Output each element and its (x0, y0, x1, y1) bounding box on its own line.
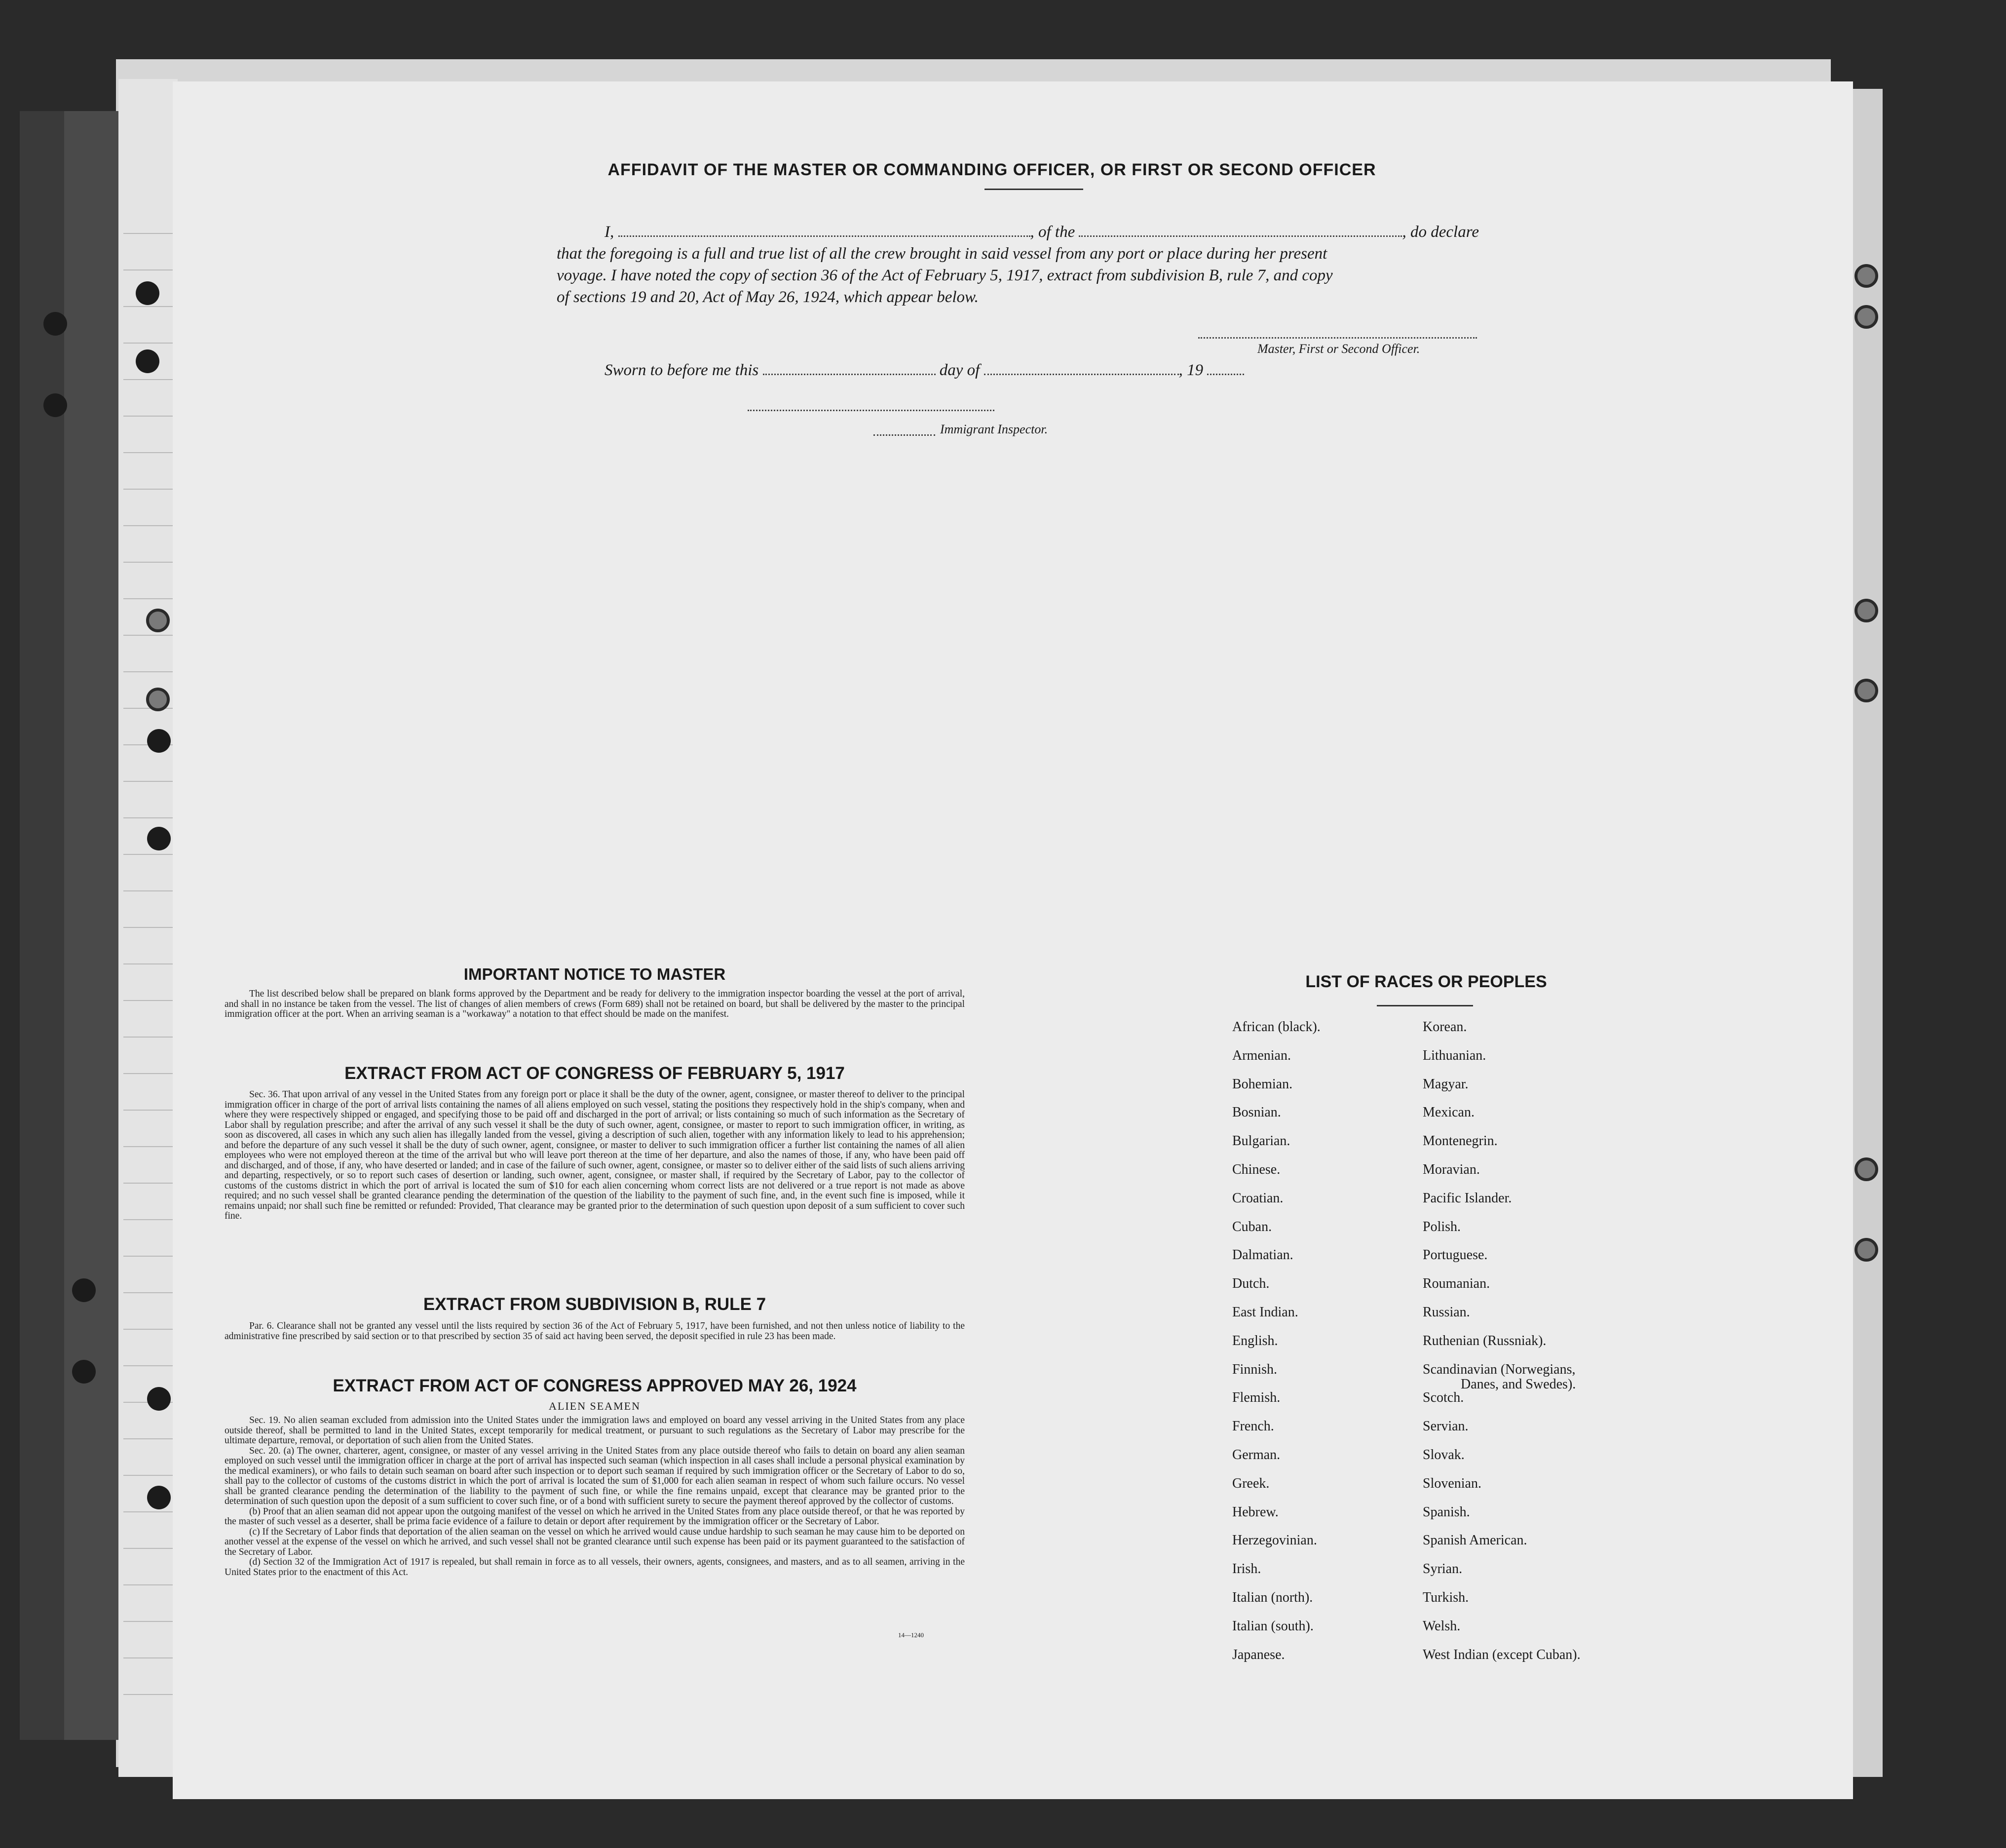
race-item: Bohemian. (1232, 1076, 1293, 1092)
race-item: Welsh. (1423, 1618, 1461, 1634)
race-item: Portuguese. (1423, 1247, 1488, 1263)
race-item: Mexican. (1423, 1105, 1475, 1120)
inspector-caption: Immigrant Inspector. (940, 422, 1048, 436)
race-item: Scandinavian (Norwegians, (1423, 1361, 1576, 1377)
sec-20b-paragraph: (b) Proof that an alien seaman did not appear upon the outgoing manifest of the vessel on which he arrived in the United States from any place outside thereof, or that he was reported by the master of such vessel as a deserter, shall be prima facie evidence of a failure to detain or deport after requirement by the immigration officer or the Secretary of Labor. (225, 1506, 965, 1527)
punch-hole-icon (147, 1387, 171, 1411)
race-item: Polish. (1423, 1219, 1461, 1234)
race-item: Lithuanian. (1423, 1047, 1486, 1063)
sec-20a-paragraph: Sec. 20. (a) The owner, charterer, agent, consignee, or master of any vessel arriving in the United States from any place outside thereof who fails to detain on board any alien seaman employed on such vessel until the immigration officer in charge at the port of arrival has inspected such seaman (which inspection in all cases shall include a personal physical examination by the medical examiners), or who fails to detain such seaman on board after such inspection or to deport such seaman if required by such immigration officer or the Secretary of Labor to do so, shall pay to the collector of customs of the customs district in which the port of arrival is located the sum of $1,000 for each alien seaman in respect of whom such failure occurs. No vessel shall be granted clearance pending the determination of the liability to the payment of such fine, or while the fine remains unpaid, except that clearance may be granted prior to the determination of such question upon the deposit of a sum sufficient to cover such fine, or of a bond with sufficient surety to secure the payment thereof approved by the collector of customs. (225, 1445, 965, 1506)
notice-body (225, 989, 965, 1020)
punch-hole-icon (147, 729, 171, 753)
punch-hole-icon (136, 281, 159, 305)
binder-strip (20, 111, 64, 1740)
sec-20c-paragraph: (c) If the Secretary of Labor finds that deportation of the alien seaman on the vessel on which he arrived would cause undue hardship to such seaman he may cause him to be deported on another vessel at the expense of the vessel on which he arrived, and such vessel shall not be granted clearance until such expense has been paid or its payment guaranteed to the satisfaction of the Secretary of Labor. (225, 1526, 965, 1557)
affidavit-line-4: of sections 19 and 20, Act of May 26, 1924, which appear below. (557, 288, 979, 306)
alien-seamen-subheading: ALIEN SEAMEN (549, 1400, 641, 1412)
race-item: Slovak. (1423, 1447, 1465, 1463)
punch-hole-icon (1855, 599, 1878, 622)
race-item: African (black). (1232, 1019, 1321, 1035)
punch-hole-icon (43, 393, 67, 417)
punch-hole-icon (1855, 679, 1878, 702)
punch-hole-icon (72, 1278, 96, 1302)
affidavit-i: I, (605, 223, 614, 241)
affidavit-title: AFFIDAVIT OF THE MASTER OR COMMANDING OFFICER, OR FIRST OR SECOND OFFICER (607, 160, 1376, 179)
race-item: West Indian (except Cuban). (1423, 1647, 1581, 1662)
day-blank[interactable] (763, 360, 936, 375)
name-blank[interactable] (618, 222, 1030, 237)
punch-hole-icon (1855, 264, 1878, 288)
sec-20d-paragraph: (d) Section 32 of the Immigration Act of 1917 is repealed, but shall remain in force as to all vessels, their owners, agents, consignees, and masters, and as to all seamen, arriving in the United States prior to the enactment of this Act. (225, 1557, 965, 1578)
race-item: Pacific Islander. (1423, 1190, 1512, 1206)
sworn-line (605, 359, 1244, 381)
master-signature-line[interactable] (1198, 337, 1477, 339)
inspector-caption-lead (873, 434, 935, 436)
race-item: Croatian. (1232, 1190, 1284, 1206)
race-item: English. (1232, 1333, 1278, 1348)
master-caption: Master, First or Second Officer. (1257, 342, 1420, 356)
affidavit-of-the: , of the (1030, 223, 1075, 241)
race-item: Armenian. (1232, 1047, 1291, 1063)
race-item: Irish. (1232, 1561, 1261, 1577)
race-item: Flemish. (1232, 1390, 1281, 1406)
race-item: Turkish. (1423, 1590, 1469, 1605)
par-6-paragraph: Par. 6. Clearance shall not be granted any vessel until the lists required by section 36 of the Act of February 5, 1917, have been furnished, and not then unless notice of liability to the administrative fine prescribed by said section or to that prescribed by section 35 of said act having been served, the deposit specified in rule 23 has been made. (225, 1321, 965, 1342)
race-item: Japanese. (1232, 1647, 1285, 1662)
race-item: East Indian. (1232, 1305, 1298, 1320)
race-item: Slovenian. (1423, 1475, 1481, 1491)
affidavit-do-declare: , do declare (1402, 223, 1479, 241)
notice-paragraph: The list described below shall be prepared on blank forms approved by the Department and be ready for delivery to the immigration inspector boarding the vessel at the port of arrival, and shall in no instance be taken from the vessel. The list of changes of alien members of crews (Form 689) shall not be retained on board, but shall be delivered by the master to the principal immigration officer at the port. When an arriving seaman is a "workaway" a notation to that effect should be made on the manifest. (225, 989, 965, 1019)
extract-1924-heading: EXTRACT FROM ACT OF CONGRESS APPROVED MAY 26, 1924 (333, 1376, 857, 1395)
notice-heading: IMPORTANT NOTICE TO MASTER (463, 965, 726, 983)
extract-rule7-heading: EXTRACT FROM SUBDIVISION B, RULE 7 (423, 1295, 766, 1314)
underlying-sheet-right-edge (1853, 89, 1883, 1777)
race-item: German. (1232, 1447, 1281, 1463)
punch-hole-icon (1855, 1238, 1878, 1262)
race-item: Italian (south). (1232, 1618, 1314, 1634)
race-item: Scotch. (1423, 1390, 1464, 1406)
punch-hole-icon (147, 827, 171, 850)
affidavit-line-2: that the foregoing is a full and true list of all the crew brought in said vessel from any port or place during her present (557, 245, 1327, 263)
race-item: Servian. (1423, 1419, 1469, 1434)
race-item: Syrian. (1423, 1561, 1463, 1577)
race-item: Montenegrin. (1423, 1133, 1498, 1149)
races-heading-rule (1377, 1005, 1473, 1006)
punch-hole-icon (1855, 305, 1878, 329)
race-item: Cuban. (1232, 1219, 1272, 1234)
race-item: Russian. (1423, 1305, 1470, 1320)
race-item: Bulgarian. (1232, 1133, 1290, 1149)
extract-1917-body (225, 1090, 965, 1222)
vessel-blank[interactable] (1079, 222, 1402, 237)
title-rule (984, 189, 1083, 190)
punch-hole-icon (72, 1360, 96, 1384)
race-item: Ruthenian (Russniak). (1423, 1333, 1547, 1348)
punch-hole-icon (1855, 1157, 1878, 1181)
affidavit-line-3: voyage. I have noted the copy of section 36 of the Act of February 5, 1917, extract from subdivision B, rule 7, and copy (557, 267, 1333, 284)
punch-hole-icon (146, 609, 170, 632)
month-blank[interactable] (984, 360, 1179, 375)
race-item: Chinese. (1232, 1162, 1281, 1177)
race-item: Korean. (1423, 1019, 1467, 1035)
race-item: Dalmatian. (1232, 1247, 1293, 1263)
affidavit-line-1 (605, 221, 1479, 243)
inspector-signature-line[interactable] (748, 410, 994, 411)
race-item: Herzegovinian. (1232, 1533, 1317, 1548)
year-prefix: , 19 (1178, 361, 1204, 379)
race-item: Roumanian. (1423, 1276, 1490, 1292)
year-blank[interactable] (1207, 360, 1244, 375)
sec-19-paragraph: Sec. 19. No alien seaman excluded from admission into the United States under the immigration laws and employed on board any vessel arriving in the United States from any place outside thereof, shall be permitted to land in the United States, except temporarily for medical treatment, or pursuant to such regulations as the Secretary of Labor may prescribe for the ultimate departure, removal, or deportation of such alien from the United States. (225, 1415, 965, 1446)
punch-hole-icon (146, 688, 170, 711)
race-item: Dutch. (1232, 1276, 1270, 1292)
extract-rule7-body (225, 1321, 965, 1342)
race-item: Spanish. (1423, 1504, 1470, 1520)
day-of-text: day of (939, 361, 980, 379)
race-item: Spanish American. (1423, 1533, 1527, 1548)
extract-1924-body (225, 1416, 965, 1578)
race-item: Finnish. (1232, 1361, 1278, 1377)
races-heading: LIST OF RACES OR PEOPLES (1305, 972, 1547, 991)
race-item: Danes, and Swedes). (1461, 1376, 1576, 1392)
race-item: Italian (north). (1232, 1590, 1313, 1605)
sec-36-paragraph: Sec. 36. That upon arrival of any vessel in the United States from any foreign port or place it shall be the duty of the owner, agent, consignee, or master thereof to deliver to the principal immigration officer in charge of the port of arrival lists containing the names of all aliens employed on such vessel, stating the positions they respectively hold in the ship's company, when and where they were respectively shipped or engaged, and specifying those to be paid off and discharged in the port of arrival; or lists containing so much of such information as the Secretary of Labor shall by regulation prescribe; and after the arrival of any such vessel it shall be the duty of such owner, agent, consignee, or master to report to such immigration officer, in writing, as soon as discovered, all cases in which any such alien has illegally landed from the vessel, giving a description of such alien, together with any information likely to lead to his apprehension; and before the departure of any such vessel it shall be the duty of such owner, agent, consignee, or master to deliver to such immigration officer a further list containing the names of all alien employees who were not employed thereon at the time of the arrival but who will leave port thereon at the time of her departure, and also the names of those, if any, who have been paid off and discharged, and of those, if any, who have deserted or landed; and in case of the failure of such owner, agent, consignee, or master so to deliver either of the said lists of such aliens arriving and departing, respectively, or so to report such cases of desertion or landing, such owner, agent, consignee, or master shall, if required by the Secretary of Labor, pay to the collector of customs of the customs district in which the port of arrival is located the sum of $10 for each alien concerning whom correct lists are not delivered or a true report is not made as above required; and no such vessel shall be granted clearance pending the determination of the question of the liability to the payment of such fine, and, in the event such fine is imposed, while it remains unpaid; nor shall such fine be remitted or refunded: Provided, That clearance may be granted prior to the determination of such question upon deposit of a sum sufficient to cover such fine. (225, 1089, 965, 1221)
form-number: 14—1240 (898, 1631, 924, 1639)
punch-hole-icon (147, 1486, 171, 1509)
race-item: Greek. (1232, 1475, 1270, 1491)
punch-hole-icon (43, 312, 67, 336)
extract-1917-heading: EXTRACT FROM ACT OF CONGRESS OF FEBRUARY 5, 1917 (344, 1064, 845, 1083)
race-item: French. (1232, 1419, 1274, 1434)
race-item: Moravian. (1423, 1162, 1480, 1177)
sworn-text: Sworn to before me this (605, 361, 759, 379)
race-item: Magyar. (1423, 1076, 1469, 1092)
race-item: Hebrew. (1232, 1504, 1279, 1520)
race-item: Bosnian. (1232, 1105, 1281, 1120)
punch-hole-icon (136, 349, 159, 373)
